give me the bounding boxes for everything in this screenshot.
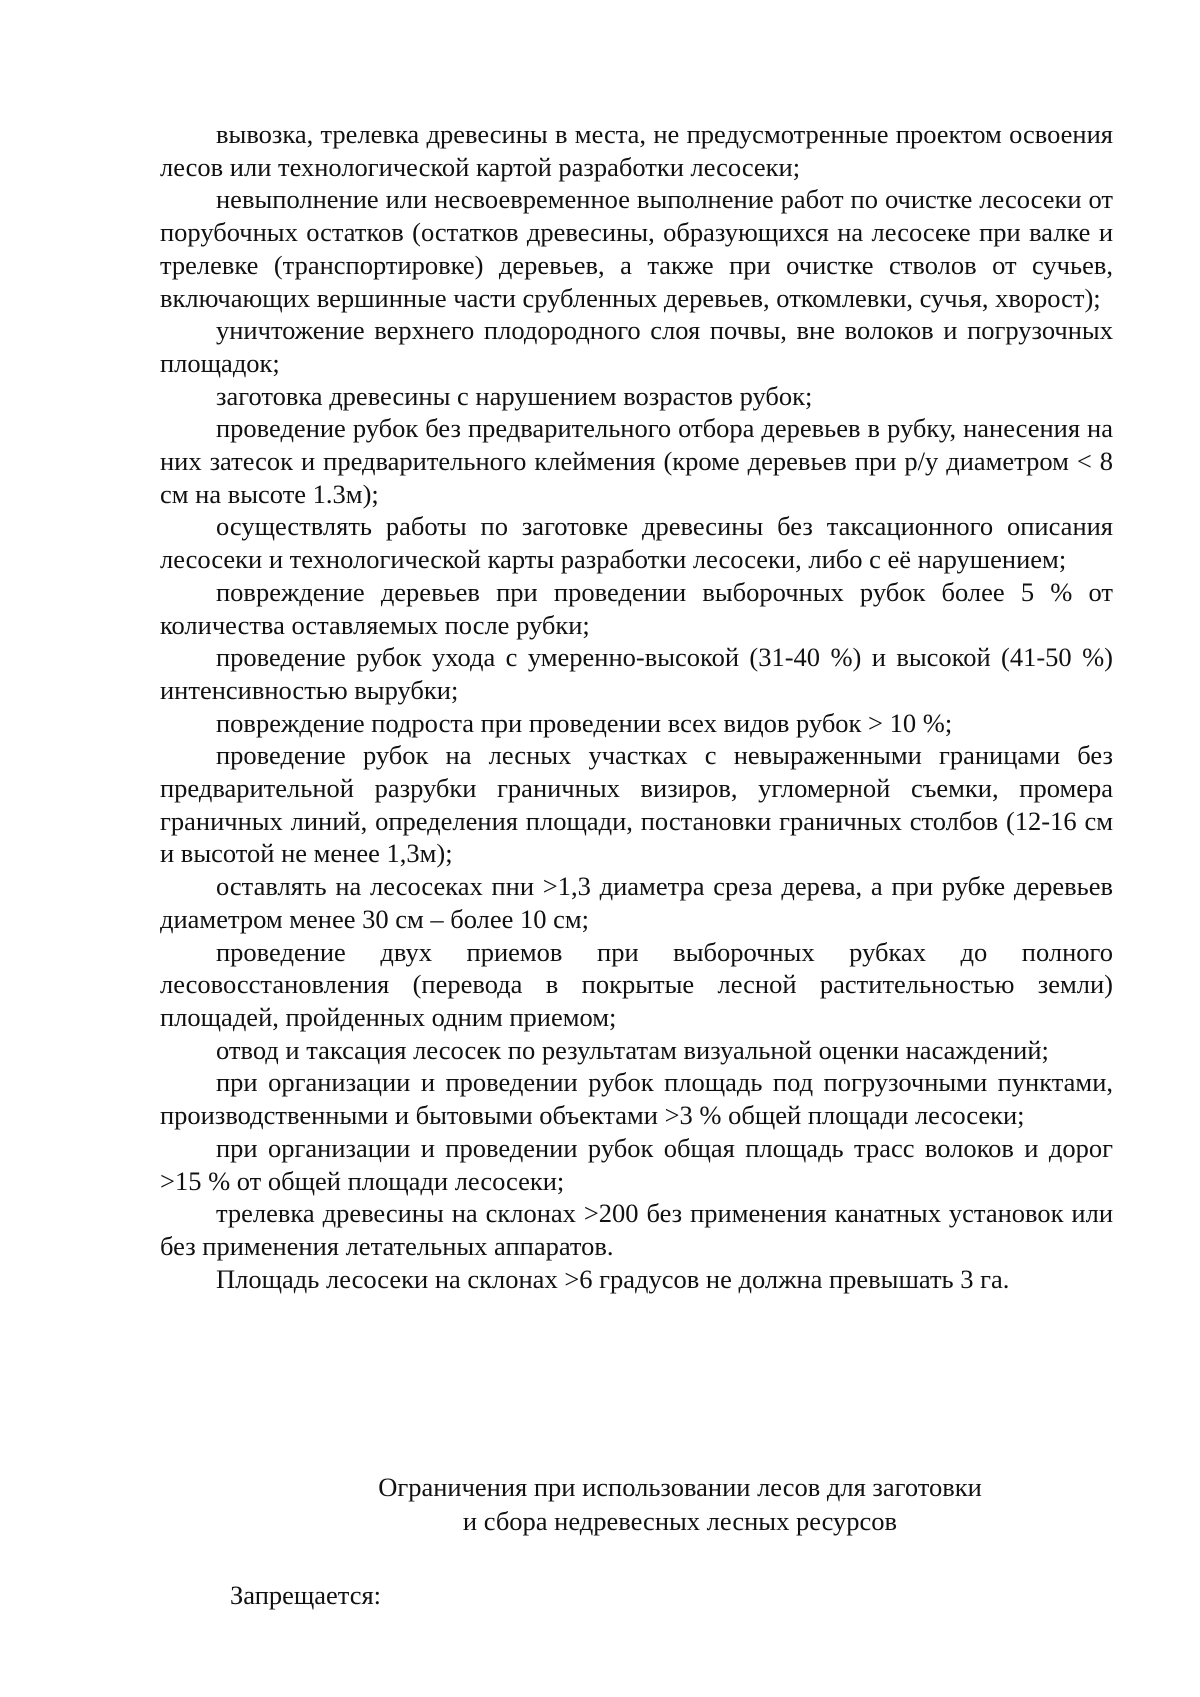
section-heading [160, 1470, 1200, 1538]
paragraph: отвод и таксация лесосек по результатам визуальной оценки насаждений; [216, 1034, 1049, 1065]
paragraph: при организации и проведении рубок общая площадь трасс волоков и дорог >15 % от общей площади лесосеки; [160, 1132, 1113, 1196]
section-heading-line-2: и сбора недревесных лесных ресурсов [462, 1506, 898, 1536]
paragraph: уничтожение верхнего плодородного слоя почвы, вне волоков и погрузочных площадок; [160, 315, 1113, 378]
paragraph: заготовка древесины с нарушением возрастов рубок; [216, 380, 813, 411]
section-heading-line-1: Ограничения при использовании лесов для заготовки [378, 1472, 982, 1502]
paragraph: трелевка древесины на склонах >200 без применения канатных установок или без применения летательных аппаратов. [160, 1198, 1113, 1261]
paragraph: повреждение деревьев при проведении выборочных рубок более 5 % от количества оставляемых после рубки; [160, 576, 1113, 640]
paragraph: проведение рубок на лесных участках с невыраженными границами без предварительной разрубки граничных визиров, угломерной съемки, промера граничных линий, определения площади, постановки граничных столбов (12-16 см и высотой не менее 1,3м); [160, 740, 1113, 869]
paragraph: проведение двух приемов при выборочных рубках до полного лесовосстановления (перевода в покрытые лесной растительностью земли) площадей, пройденных одним приемом; [160, 936, 1113, 1032]
paragraph: проведение рубок ухода с умеренно-высокой (31-40 %) и высокой (41-50 %) интенсивностью вырубки; [160, 642, 1113, 705]
paragraph: Площадь лесосеки на склонах >6 градусов не должна превышать 3 га. [216, 1263, 1010, 1294]
paragraph: вывозка, трелевка древесины в места, не предусмотренные проектом освоения лесов или технологической картой разработки лесосеки; [160, 119, 1113, 182]
paragraph: осуществлять работы по заготовке древесины без таксационного описания лесосеки и технологической карты разработки лесосеки, либо с её нарушением; [160, 511, 1113, 575]
body-text [160, 118, 1113, 1295]
paragraph: при организации и проведении рубок площадь под погрузочными пунктами, производственными и бытовыми объектами >3 % общей площади лесосеки; [160, 1067, 1113, 1131]
paragraph: повреждение подроста при проведении всех видов рубок > 10 %; [216, 707, 953, 738]
paragraph: проведение рубок без предварительного отбора деревьев в рубку, нанесения на них затесок и предварительного клеймения (кроме деревьев при р/у диаметром < 8 см на высоте 1.3м); [160, 413, 1113, 509]
lead-text: Запрещается: [230, 1580, 382, 1610]
paragraph: невыполнение или несвоевременное выполнение работ по очистке лесосеки от порубочных остатков (остатков древесины, образующихся на лесосеке при валке и трелевке (транспортировке) деревьев, а также при очистке стволов от сучьев, включающих вершинные части срубленных деревьев, откомлевки, сучья, хворост); [160, 184, 1113, 313]
paragraph: оставлять на лесосеках пни >1,3 диаметра среза дерева, а при рубке деревьев диаметром менее 30 см – более 10 см; [160, 871, 1113, 934]
